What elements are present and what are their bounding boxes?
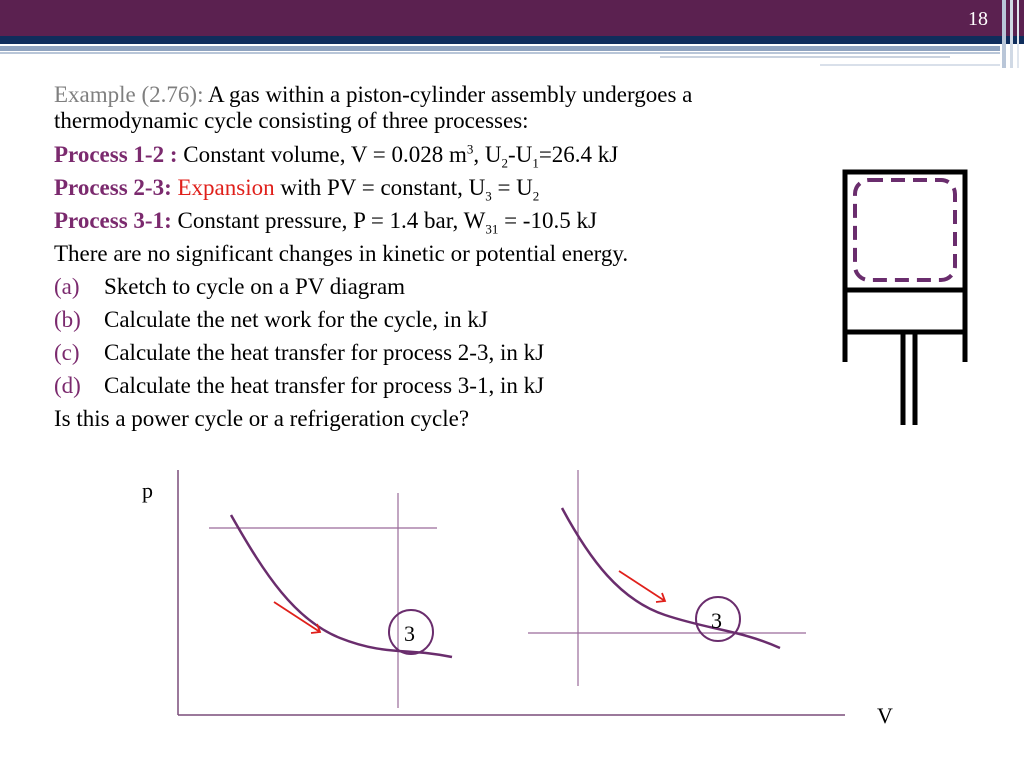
- intro-text: A gas within a piston-cylinder assembly undergoes a: [203, 82, 693, 107]
- item-label: (b): [54, 307, 81, 332]
- item-text: Calculate the heat transfer for process 2-3, in kJ: [104, 340, 545, 365]
- pv-sketch-left: [209, 493, 452, 708]
- pv-axes: [142, 470, 893, 728]
- process-label: Process 1-2 :: [54, 142, 178, 167]
- state-3-label: 3: [404, 621, 415, 646]
- v-axis-label: V: [877, 703, 893, 728]
- piston-cylinder-drawing: [845, 172, 965, 425]
- direction-arrow: [274, 602, 320, 632]
- direction-arrow: [619, 571, 665, 601]
- process-text: = -10.5 kJ: [498, 208, 597, 233]
- intro-text-2: thermodynamic cycle consisting of three processes:: [54, 108, 529, 133]
- subscript: 1: [532, 155, 539, 171]
- example-label: Example (2.76):: [54, 82, 204, 107]
- process-text: -U: [508, 142, 533, 167]
- process-label: Process 2-3:: [54, 175, 172, 200]
- final-question: Is this a power cycle or a refrigeration cycle?: [54, 406, 470, 431]
- item-label: (a): [54, 274, 80, 299]
- expansion-word: Expansion: [171, 175, 275, 200]
- item-text: Sketch to cycle on a PV diagram: [104, 274, 406, 299]
- superscript: 3: [466, 141, 474, 157]
- process-text: , U: [473, 142, 502, 167]
- state-3-label: 3: [711, 608, 722, 633]
- subscript: 31: [485, 221, 499, 237]
- p-axis-label: p: [142, 478, 153, 503]
- item-text: Calculate the heat transfer for process 3-1, in kJ: [104, 373, 545, 398]
- pv-sketch-right: [528, 470, 806, 686]
- assumption-note: There are no significant changes in kinetic or potential energy.: [54, 241, 629, 266]
- expansion-curve: [562, 508, 780, 648]
- process-label: Process 3-1:: [54, 208, 172, 233]
- item-label: (d): [54, 373, 81, 398]
- process-text: = U: [491, 175, 533, 200]
- subscript: 3: [485, 188, 492, 204]
- item-text: Calculate the net work for the cycle, in kJ: [104, 307, 488, 332]
- expansion-curve: [231, 515, 452, 657]
- process-text: with PV = constant, U: [274, 175, 486, 200]
- subscript: 2: [501, 155, 509, 171]
- gas-boundary: [855, 180, 955, 280]
- subscript: 2: [532, 188, 540, 204]
- process-text: Constant volume, V = 0.028 m: [177, 142, 467, 167]
- process-text: =26.4 kJ: [538, 142, 619, 167]
- page-number: 18: [968, 8, 988, 30]
- item-label: (c): [54, 340, 80, 365]
- process-text: Constant pressure, P = 1.4 bar, W: [171, 208, 486, 233]
